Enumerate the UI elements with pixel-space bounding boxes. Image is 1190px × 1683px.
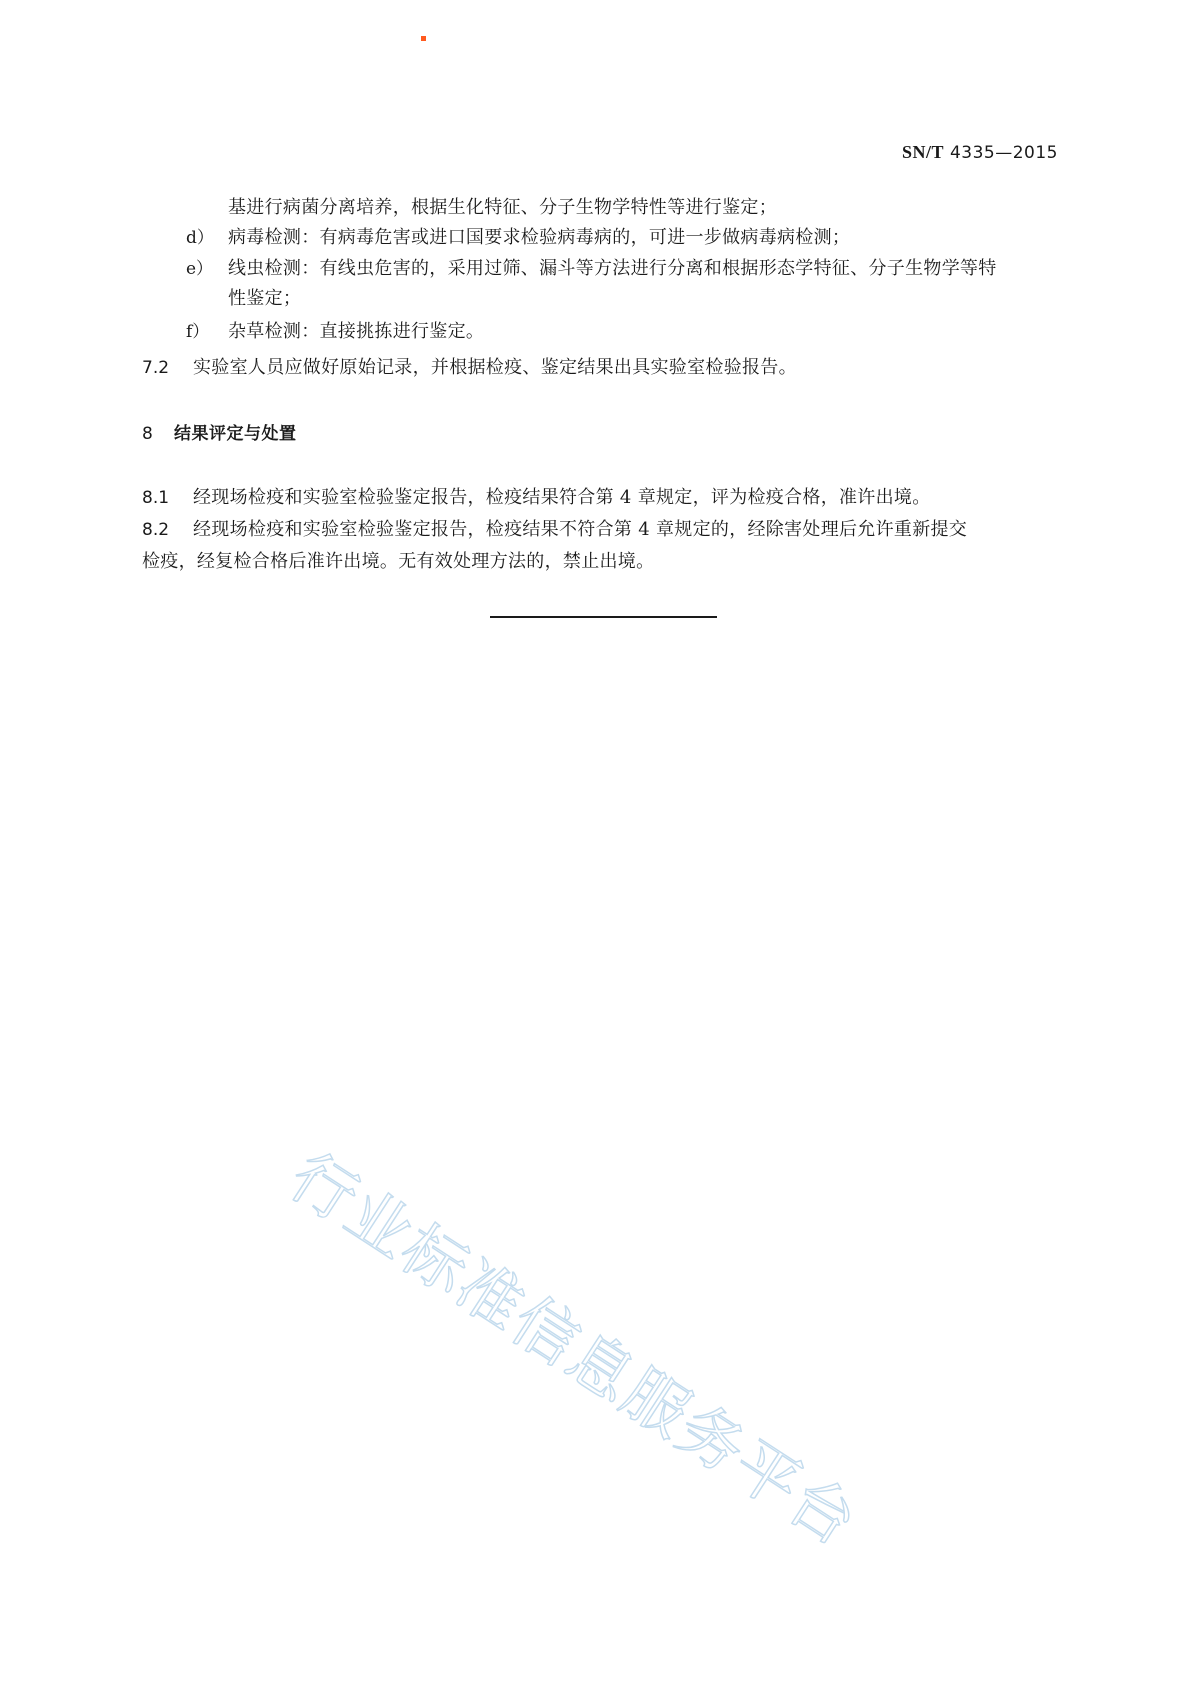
continuation-line: 基进行病菌分离培养，根据生化特征、分子生物学特性等进行鉴定；: [228, 197, 777, 218]
list-marker-f: f）: [186, 322, 210, 342]
section-8-title: 结果评定与处置: [174, 424, 297, 444]
clause-8-2-text-line-1: 经现场检疫和实验室检验鉴定报告，检疫结果不符合第 4 章规定的，经除害处理后允许重新提交: [193, 519, 968, 540]
list-item-e-line-2: 性鉴定；: [228, 288, 302, 309]
document-code: [902, 142, 1058, 163]
list-item-f-line-1: 杂草检测：直接挑拣进行鉴定。: [228, 321, 485, 342]
list-item-e-line-1: 线虫检测：有线虫危害的，采用过筛、漏斗等方法进行分离和根据形态学特征、分子生物学等特: [228, 258, 997, 279]
list-marker-d: d）: [186, 228, 214, 248]
end-of-document-rule: [490, 616, 717, 618]
watermark: 行业标准信息服务平台: [276, 1140, 871, 1562]
list-marker-e: e）: [186, 259, 214, 279]
clause-7-2-number: 7.2: [142, 358, 170, 378]
clause-8-1-text: 经现场检疫和实验室检验鉴定报告，检疫结果符合第 4 章规定，评为检疫合格，准许出境。: [193, 487, 931, 508]
document-code-prefix: SN/T: [902, 142, 945, 162]
clause-8-2-number: 8.2: [142, 520, 170, 540]
clause-8-2-text-line-2: 检疫，经复检合格后准许出境。无有效处理方法的，禁止出境。: [142, 551, 655, 572]
corner-mark: [421, 36, 426, 41]
list-item-d-line-1: 病毒检测：有病毒危害或进口国要求检验病毒病的，可进一步做病毒病检测；: [228, 227, 851, 248]
document-code-number: 4335—2015: [949, 143, 1058, 163]
section-8-number: 8: [142, 424, 153, 444]
clause-7-2-text: 实验室人员应做好原始记录，并根据检疫、鉴定结果出具实验室检验报告。: [193, 357, 797, 378]
clause-8-1-number: 8.1: [142, 488, 170, 508]
